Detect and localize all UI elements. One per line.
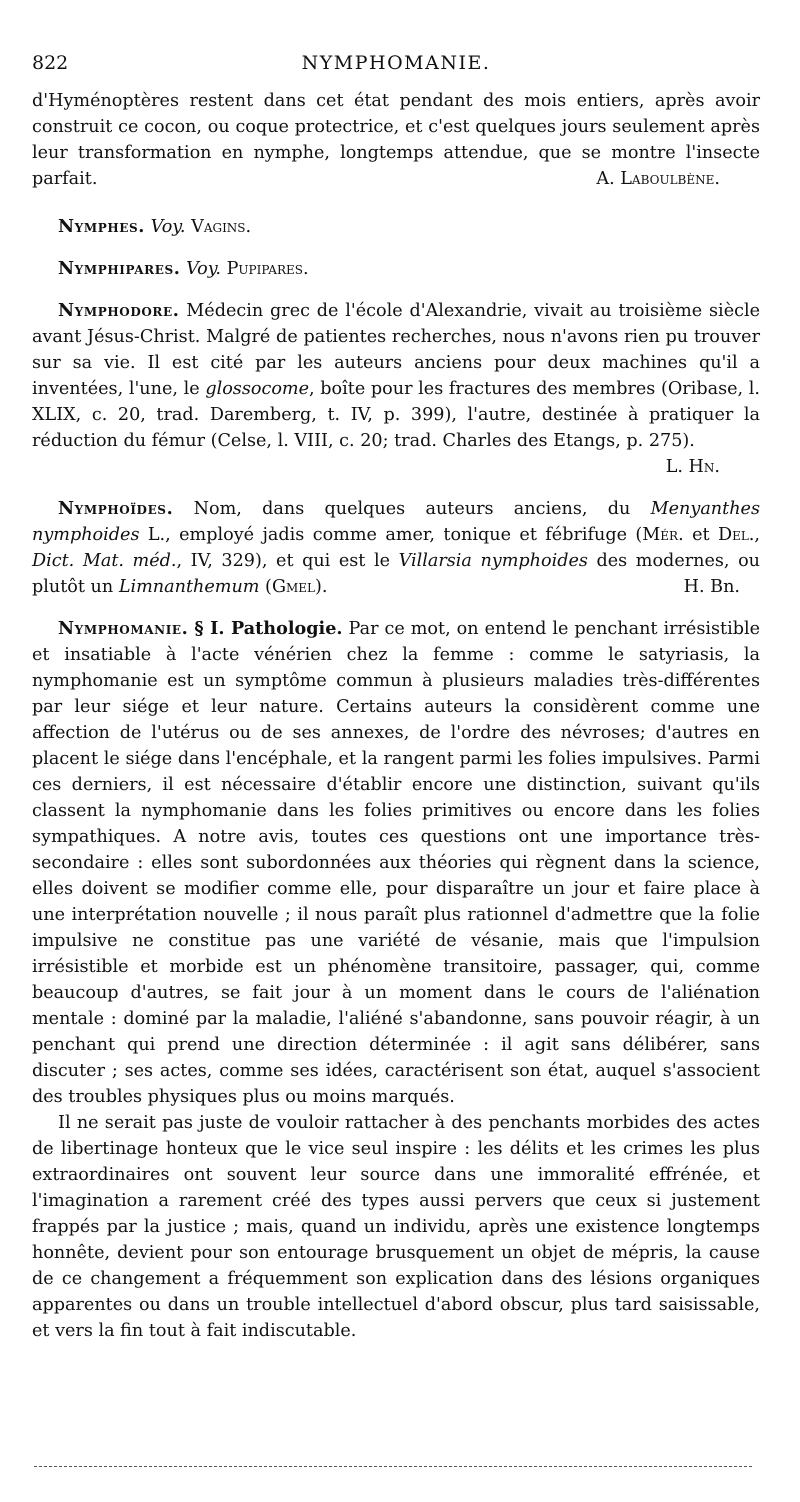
- entry-term: Nymphipares.: [58, 258, 181, 279]
- entry-signature: L. Hn.: [665, 457, 720, 477]
- entry-signature: H. Bn.: [683, 577, 740, 597]
- author-abbrev: Gmel: [271, 577, 316, 597]
- glossocome-term: glossocome: [205, 379, 310, 399]
- page-header: [32, 52, 760, 80]
- entry-text-part: Par ce mot, on entend le penchant irrésistible et insatiable à l'acte vénérien chez la femme : comme le satyriasis, la nymphomanie est un symptôme commun à plusieurs maladies très-différentes par leur siége et leur nature. Certains auteurs la considèrent comme une affection de l'utérus ou de ses annexes, de l'ordre des névroses; d'autres en placent le siége dans l'encéphale, et la rangent parmi les folies impulsives. Parmi ces derniers, il est nécessaire d'établir encore une distinction, suivant qu'ils classent la nymphomanie dans les folies primitives ou encore dans les folies sympathiques. A notre avis, toutes ces questions ont une importance très-secondaire : elles sont subordonnées aux théories qui règnent dans la science, elles doivent se modifier comme elle, pour disparaître un jour et faire place à une interprétation nouvelle ; il nous paraît plus rationnel d'admettre que la folie impulsive ne constitue pas une variété de vésanie, mais que l'impulsion irrésistible et morbide est un phénomène transitoire, passager, qui, comme beaucoup d'autres, se fait jour à un moment dans le cours de l'aliénation mentale : dominé par la maladie, l'aliéné s'abandonne, sans pouvoir réagir, à un penchant qui prend une direction déterminée : il agit sans délibérer, sans discuter ; ses actes, comme ses idées, caractérisent son état, auquel s'associent des troubles physiques plus ou moins marqués.: [32, 619, 761, 1107]
- entry-text-part: , boîte pour les fractures des membres (Oribase, l. XLIX, c. 20, trad. Daremberg, t. IV, p. 399), l'autre, destinée à pratiquer la réduction du fémur (Celse, l. VIII, c. 20; trad. Charles des Etangs, p. 275).: [32, 379, 760, 451]
- entry-text-part: des modernes, ou plutôt un: [32, 551, 760, 597]
- entry-nymphoides: [32, 496, 760, 600]
- author-abbrev: Mér.: [642, 525, 684, 545]
- entry-term: Nymphodore.: [58, 300, 180, 321]
- page-body: [32, 88, 760, 1344]
- work-title: Dict. Mat. méd.: [32, 551, 177, 571]
- continuation-text: d'Hyménoptères restent dans cet état pendant des mois entiers, après avoir construit ce cocon, ou coque protectrice, et c'est quelques jours seulement après leur transformation en nymphe, longtemps attendue, que se montre l'insecte parfait.: [32, 91, 760, 189]
- entry-text-part: Médecin grec de l'école d'Alexandrie, vivait au troisième siècle avant Jésus-Christ. Malgré de patientes recherches, nous n'avons rien pu trouver sur sa vie. Il est cité par les auteurs anciens pour deux machines qu'il a inventées, l'une, le: [32, 301, 760, 399]
- entry-text-part: et: [683, 525, 718, 545]
- author-abbrev: Del.: [717, 525, 755, 545]
- voy-label: Voy.: [150, 217, 186, 237]
- continuation-signature: A. Laboulbène.: [596, 169, 720, 189]
- entry-nymphodore: [32, 298, 760, 480]
- entry-text: [32, 298, 760, 454]
- species-name: Menyanthes nymphoides: [32, 499, 760, 545]
- entry-nymphomanie: [32, 616, 760, 1344]
- species-name: Limnanthemum: [118, 577, 260, 597]
- entry-term: Nymphes.: [58, 216, 146, 237]
- footer-rule: [34, 1466, 752, 1467]
- entry-text-part: Nom, dans quelques auteurs anciens, du: [193, 499, 651, 519]
- entry-nymphipares: [32, 256, 760, 282]
- entry-text-part: , IV, 329), et qui est le: [176, 551, 399, 571]
- section-heading: § I. Pathologie.: [194, 618, 343, 639]
- entry-text-part: ,: [754, 525, 760, 545]
- running-title: NYMPHOMANIE.: [301, 52, 491, 74]
- entry-paragraph-2: Il ne serait pas juste de vouloir rattacher à des penchants morbides des actes de libertinage honteux que le vice seul inspire : les délits et les crimes les plus extraordinaires ont souvent leur source dans une immoralité effrénée, et l'imagination a rarement créé des types aussi pervers que ceux si justement frappés par la justice ; mais, quand un individu, après une existence longtemps honnête, devient pour son entourage brusquement un objet de mépris, la cause de ce changement a fréquemment son explication dans des lésions organiques apparentes ou dans un trouble intellectuel d'abord obscur, plus tard saisissable, et vers la fin tout à fait indiscutable.: [32, 1113, 760, 1341]
- entry-paragraph-1: [32, 616, 760, 1110]
- species-name: Villarsia nymphoides: [398, 551, 588, 571]
- voy-label: Voy.: [186, 259, 221, 279]
- continuation-entry: [32, 88, 760, 192]
- entry-term: Nymphomanie.: [58, 618, 189, 639]
- entry-text-part: ).: [315, 577, 328, 597]
- page-number: 822: [32, 52, 69, 74]
- entry-text-part: L., employé jadis comme amer, tonique et fébrifuge (: [139, 525, 643, 545]
- entry-text: [32, 496, 760, 600]
- entry-nymphes: [32, 214, 760, 240]
- entry-text-part: (: [259, 577, 272, 597]
- cross-reference: Pupipares.: [226, 259, 309, 279]
- entry-term: Nymphoïdes.: [58, 498, 174, 519]
- cross-reference: Vagins.: [191, 217, 252, 237]
